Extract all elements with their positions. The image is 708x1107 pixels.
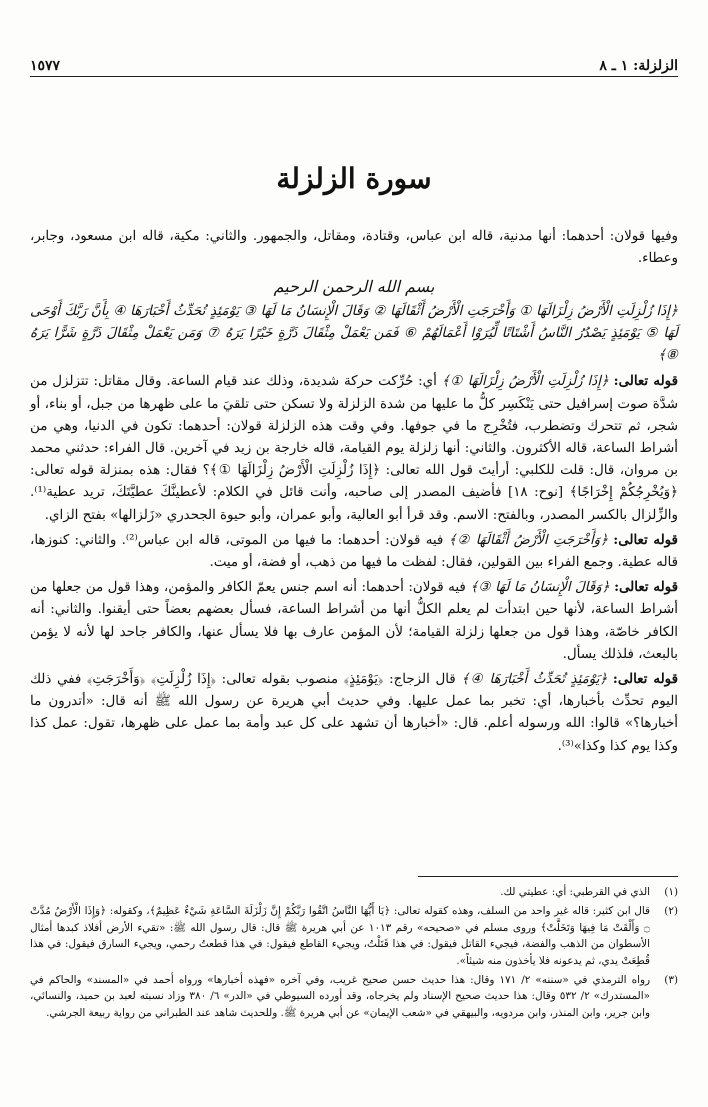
footnote	[30, 884, 678, 900]
footnote-number: (١)	[664, 886, 678, 898]
commentary-paragraph-3	[30, 576, 678, 666]
footnote-text: رواه الترمذي في «سننه» ٢/ ١٧١ وقال: هذا حديث حسن صحيح غريب، وفي آخره «فهذه أخبارها» ورواه أحمد في «المسند» والحاكم في «المستدرك» ٢/ ٥٣٢ وقال: هذا حديث صحيح الإسناد ولم يخرجاه، وقد أورده السيوطي في «الدر» ٦/ ٣٨٠ وزاد نسبته لعبد بن حميد، والنسائي، وابن جرير، وابن المنذر، وابن مردويه، والبيهقي في «شعب الإيمان» عن أبي هريرة ﷺ. وللحديث شاهد عند الطبراني من رواية ربيعة الجرشي.	[30, 974, 650, 1019]
surah-title: سورة الزلزلة	[276, 162, 432, 195]
verse-quote: ﴿وَقَالَ الْإِنسَانُ مَا لَهَا ③﴾	[470, 580, 610, 596]
footnote-text: قال ابن كثير: قاله غير واحد من السلف، وهذه كقوله تعالى: ﴿يَا أَيُّهَا النَّاسُ اتَّقُوا رَبَّكُمْ إِنَّ زَلْزَلَةَ السَّاعَةِ شَيْءٌ عَظِيمٌ﴾، وكقوله: ﴿وَإِذَا الْأَرْضُ مُدَّتْ ۝ وَأَلْقَتْ مَا فِيهَا وَتَخَلَّتْ﴾ وروى مسلم في «صحيحه» رقم ١٠١٣ عن أبي هريرة ﷺ قال: قال رسول الله ﷺ: «تقيء الأرض أفلاذ كبدها أمثال الأسطوان من الذهب والفضة، فيجيء القاتل فيقول: في هذا قَتَلْتُ، ويجيء القاطع فيقول: في هذا قطعتُ رحمي، ويجيء السارق فيقول: في هذا قُطِعَتْ يدي، ثم يدعونه فلا يأخذون منه شيئاً».	[30, 905, 650, 967]
footnote	[30, 972, 678, 1021]
section-lead: قوله تعالى:	[612, 671, 678, 688]
running-head-section: الزلزلة: ١ ـ ٨	[599, 58, 678, 74]
footnote	[30, 903, 678, 969]
verse-quote: ﴿إِذَا زُلْزِلَتِ الْأَرْضُ زِلْزَالَهَا ①﴾	[441, 374, 609, 390]
commentary-text: قال الزجاج: ﴿يَوْمَئِذٍ﴾ منصوب بقوله تعالى: ﴿إِذَا زُلْزِلَتِ﴾ ﴿وَأَخْرَجَتِ﴾ ففي ذلك اليوم تحدِّث بأخبارها، أي: تخبر بما عمل عليها. وفي حديث أبي هريرة عن رسول الله ﷺ أنه قال: «أتدرون ما أخبارها؟» قالوا: الله ورسوله أعلم. قال: «أخبارها أن تشهد على كل عبد وأمة بما عمل على ظهرها، تقول: عمل كذا وكذا يوم كذا وكذا»⁽³⁾.	[30, 672, 678, 754]
intro-paragraph: وفيها قولان: أحدهما: أنها مدنية، قاله ابن عباس، وقتادة، ومقاتل، والجمهور. والثاني: مكية، قاله ابن مسعود، وجابر، وعطاء.	[30, 229, 678, 267]
footnote-number: (٢)	[664, 905, 678, 918]
page-number: ١٥٧٧	[30, 58, 61, 74]
footnotes	[30, 884, 678, 1024]
basmala: بسم الله الرحمن الرحيم	[273, 277, 435, 297]
footnote-number: (٣)	[664, 974, 678, 987]
commentary-paragraph-4	[30, 668, 678, 758]
book-page	[30, 0, 678, 1107]
section-lead: قوله تعالى:	[614, 579, 678, 596]
verse-quote: ﴿يَوْمَئِذٍ تُحَدِّثُ أَخْبَارَهَا ④﴾	[461, 672, 608, 688]
footnote-text: الذي في القرطبي: أي: عطيتي لك.	[500, 886, 650, 898]
running-head	[30, 52, 678, 74]
footnote-divider	[418, 876, 678, 877]
commentary-text: فيه قولان: أحدهما: ما فيها من الموتى، قاله ابن عباس⁽²⁾. والثاني: كنوزها، قاله عطية. وجمع الفراء بين القولين، فقال: لفظت ما فيها من ذهب، أو فضة، أو ميت.	[30, 532, 678, 571]
section-lead: قوله تعالى:	[613, 373, 678, 390]
header-divider	[30, 76, 678, 77]
commentary-text: أي: حُرِّكت حركة شديدة، وذلك عند قيام الساعة. وقال مقاتل: تتزلزل من شدَّة صوت إسرافيل حتى يَنْكَسِر كلُّ ما عليها من شدة الزلزلة ولا تسكن حتى تلقيَ ما على ظهرها من جبل، أو بناء، أو شجر، ثم تتحرك وتضطرب، فتُخْرِج ما في جوفها. وفي وقت هذه الزلزلة قولان: أحدهما: تكون في الدنيا، وهي من أشراط الساعة، قاله الأكثرون. والثاني: أنها زلزلة يوم القيامة، قاله خارجة بن زيد في آخرين. قال الفراء: حدثني محمد بن مروان، قال: قلت للكلبي: أرأيتَ قول الله تعالى: ﴿إِذَا زُلْزِلَتِ الْأَرْضُ زِلْزَالَهَا ①﴾؟ فقال: هذه بمنزلة قوله تعالى: ﴿وَيُخْرِجُكُمْ إِخْرَاجًا﴾ [نوح: ١٨] فأضيف المصدر إلى صاحبه، وأنت قائل في الكلام: لأعطينَّكَ عطيَّتَكَ، تريد عطية⁽¹⁾. والزِّلزال بالكسر المصدر، وبالفتح: الاسم. وقد قرأ أبو العالية، وأبو عمران، وأبو حيوة الجحدري «زَلزالها» بفتح الزاي.	[30, 374, 678, 523]
commentary-paragraph-2	[30, 529, 678, 574]
commentary-text: فيه قولان: أحدهما: أنه اسم جنس يعمّ الكافر والمؤمن، وهذا قول من جعلها من أشراط الساعة، لأنها حين ابتدأت لم يعلم الكلُّ أنها من أشراط الساعة، فسأل بعضهم بعضاً حتى أيقنوا. والثاني: أنه الكافر خاصّة، وهذا قول من جعلها زلزلة القيامة؛ لأن المؤمن عارف بها فلا يسأل عنها، والكافر جاحد لها لأنه لا يؤمن بالبعث، فلذلك يسأل.	[30, 580, 678, 662]
verse-quote: ﴿وَأَخْرَجَتِ الْأَرْضُ أَثْقَالَهَا ②﴾	[448, 532, 608, 548]
commentary-paragraph-1	[30, 370, 678, 526]
surah-verses: ﴿إِذَا زُلْزِلَتِ الْأَرْضُ زِلْزَالَهَا ① وَأَخْرَجَتِ الْأَرْضُ أَثْقَالَهَا ② وَقَالَ الْإِنسَانُ مَا لَهَا ③ يَوْمَئِذٍ تُحَدِّثُ أَخْبَارَهَا ④ بِأَنَّ رَبَّكَ أَوْحَى لَهَا ⑤ يَوْمَئِذٍ يَصْدُرُ النَّاسُ أَشْتَاتًا لِّيُرَوْا أَعْمَالَهُمْ ⑥ فَمَن يَعْمَلْ مِثْقَالَ ذَرَّةٍ خَيْرًا يَرَهُ ⑦ وَمَن يَعْمَلْ مِثْقَالَ ذَرَّةٍ شَرًّا يَرَهُ ⑧﴾	[30, 303, 678, 364]
section-lead: قوله تعالى:	[613, 531, 678, 548]
main-text	[30, 226, 678, 758]
